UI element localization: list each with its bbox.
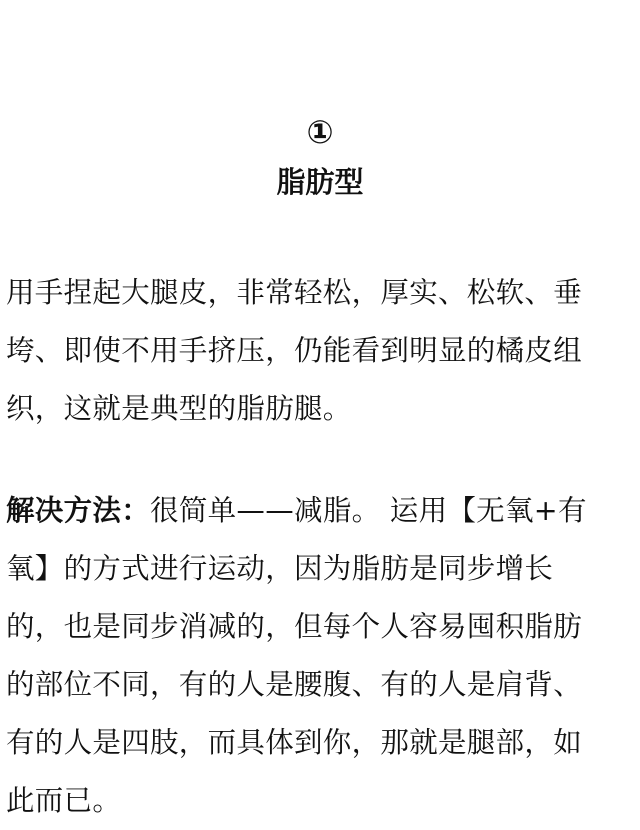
section-number: ①	[306, 113, 334, 151]
paragraph-line: 有的人是四肢，而具体到你，那就是腿部，如	[6, 726, 583, 759]
solution-label: 解决方法：	[6, 494, 151, 527]
paragraph-line: 氧】的方式进行运动，因为脂肪是同步增长	[6, 552, 554, 585]
solution-paragraph	[6, 482, 634, 830]
section-title: 脂肪型	[276, 165, 364, 199]
paragraph-line: 的，也是同步消减的，但每个人容易囤积脂肪	[6, 610, 583, 643]
solution-text: 很简单——减脂。 运用【无氧+有	[150, 494, 587, 527]
paragraph-line: 用手捏起大腿皮，非常轻松，厚实、松软、垂	[6, 276, 583, 309]
paragraph-line	[6, 482, 634, 540]
paragraph-line: 的部位不同，有的人是腰腹、有的人是肩背、	[6, 668, 583, 701]
paragraph-line: 此而已。	[6, 784, 122, 817]
description-paragraph	[6, 264, 634, 438]
paragraph-line: 织，这就是典型的脂肪腿。	[6, 392, 352, 425]
paragraph-line: 垮、即使不用手挤压，仍能看到明显的橘皮组	[6, 334, 583, 367]
